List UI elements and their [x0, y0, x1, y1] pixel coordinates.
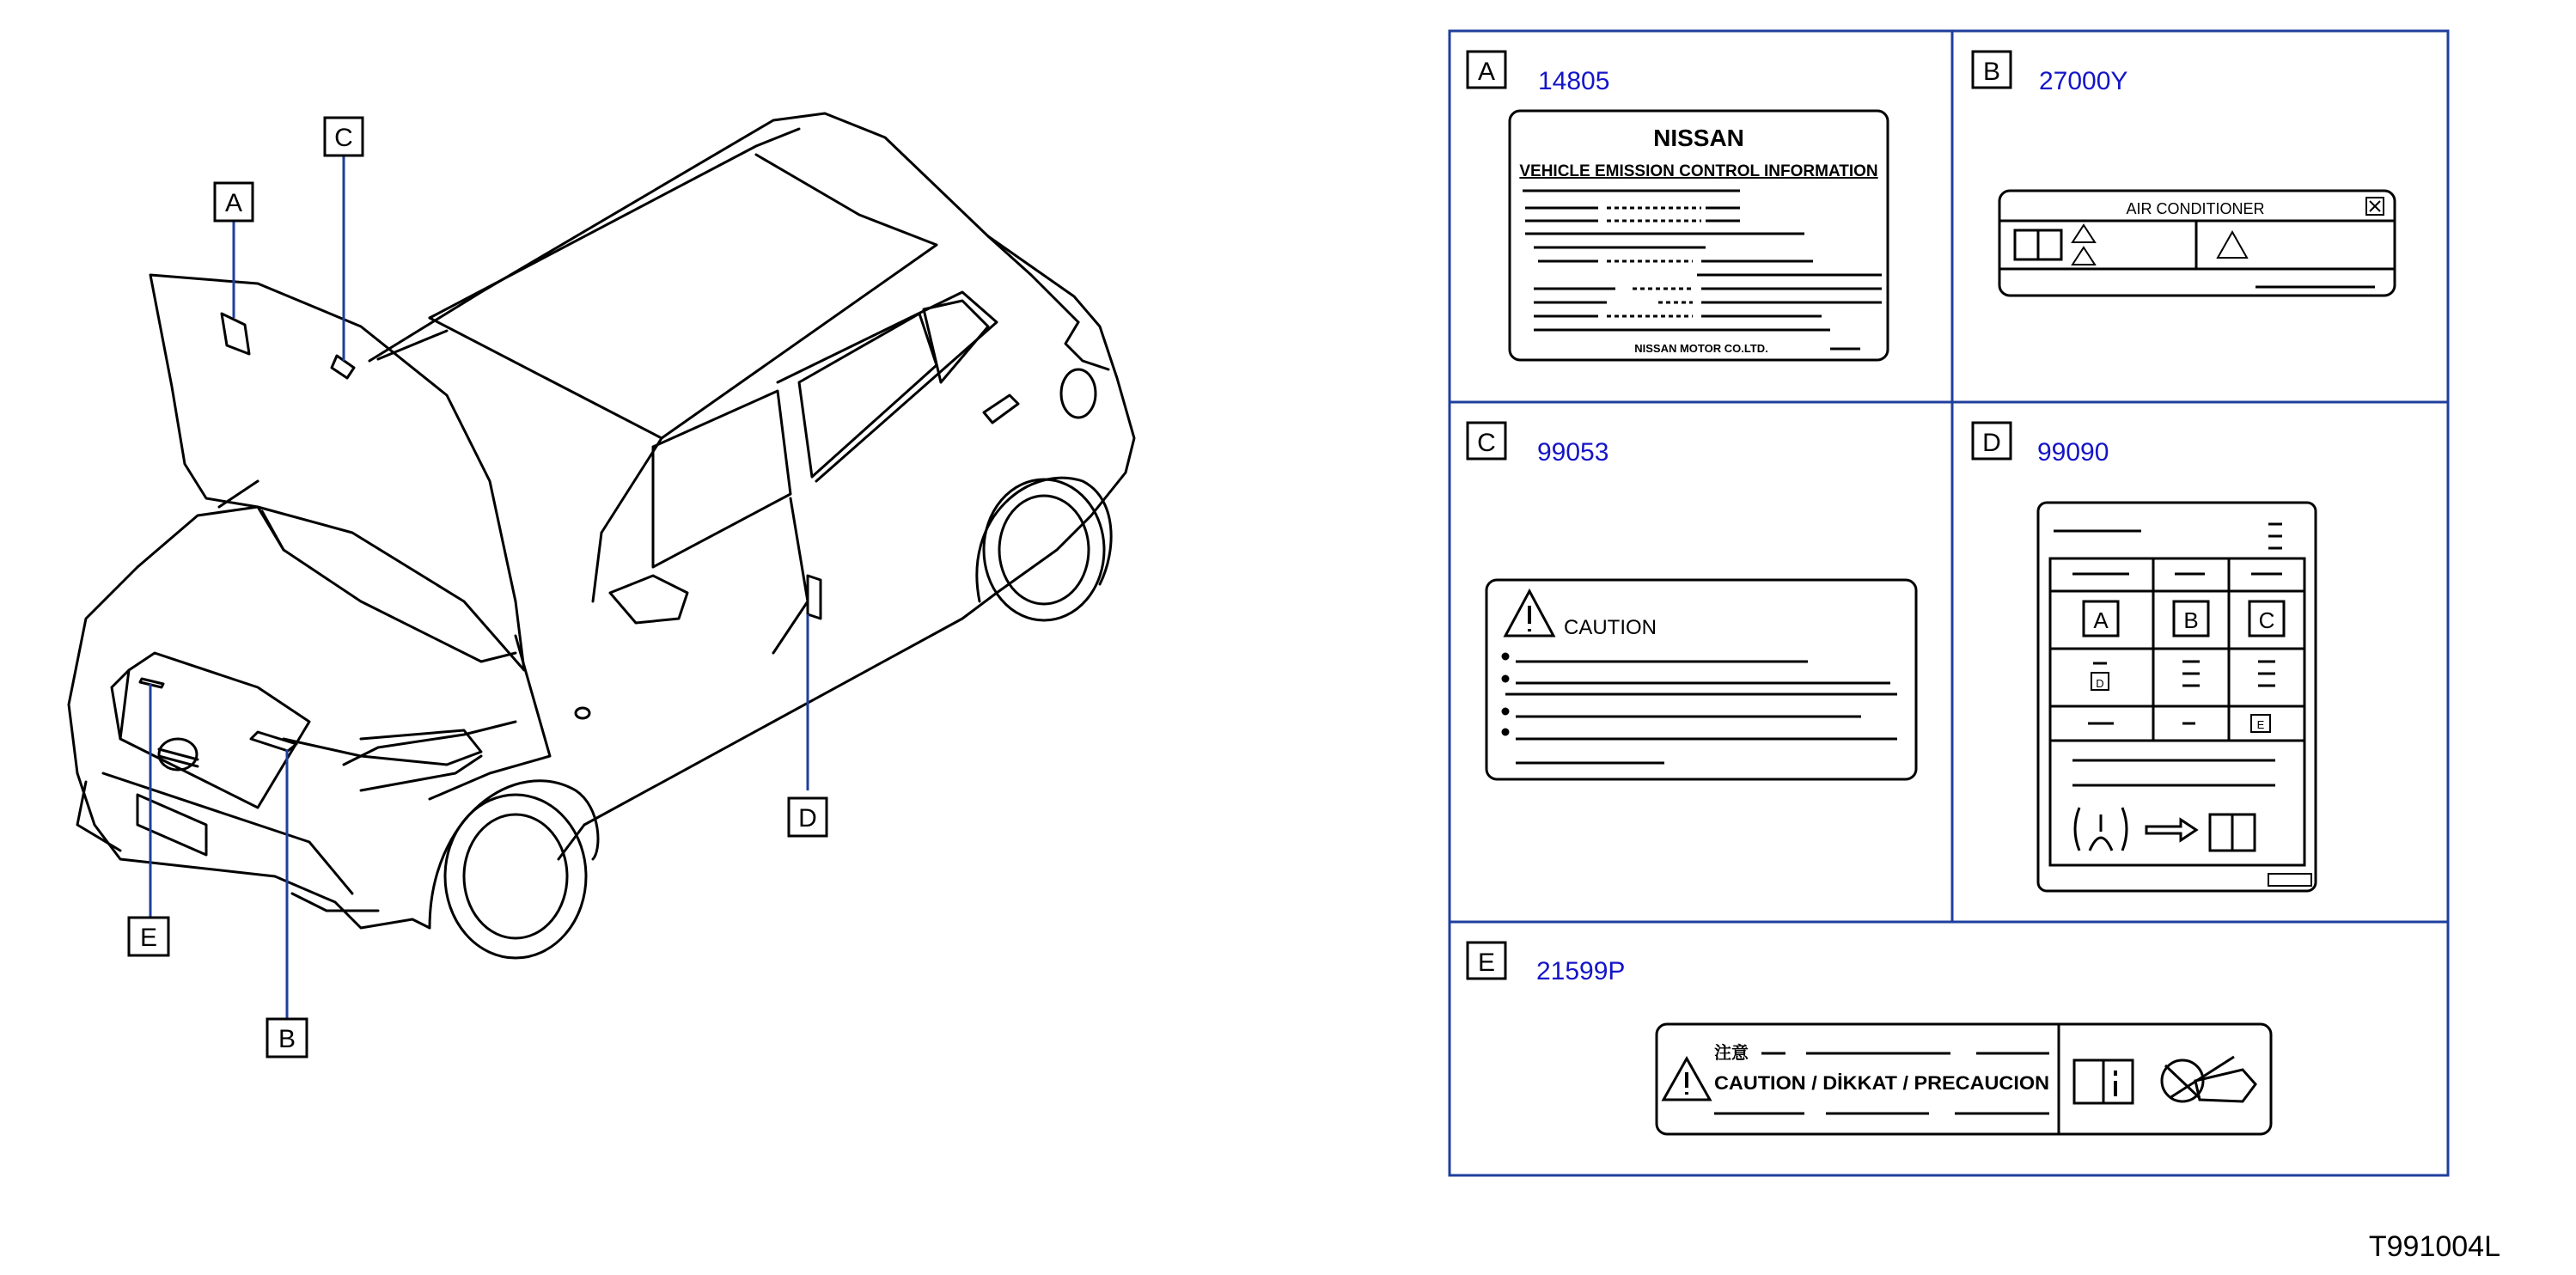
svg-text:D: D [1982, 429, 2001, 457]
tire-placard-illustration [2038, 503, 2316, 891]
part-number-d: 99090 [2037, 438, 2109, 467]
part-number-c: 99053 [1537, 438, 1609, 467]
svg-text:A: A [1477, 58, 1496, 86]
callout-a [215, 183, 253, 221]
part-number-a: 14805 [1538, 67, 1610, 95]
svg-text:E: E [139, 924, 158, 952]
callout-b [267, 1019, 307, 1057]
svg-text:A: A [2093, 607, 2109, 633]
svg-text:E: E [2256, 718, 2265, 731]
hood-caution-label-illustration [1657, 1024, 2271, 1134]
svg-text:注意: 注意 [1714, 1044, 1749, 1063]
svg-text:D: D [798, 804, 817, 833]
panel-d [1973, 423, 2316, 891]
svg-text:D: D [2096, 677, 2104, 690]
svg-text:E: E [1477, 949, 1496, 977]
emission-label-illustration [1510, 111, 1888, 360]
callout-d [789, 798, 827, 836]
svg-text:C: C [334, 124, 353, 152]
air-conditioner-label-illustration [1999, 191, 2395, 296]
panel-b [1973, 52, 2395, 296]
panel-e [1468, 943, 2271, 1134]
caution-label-illustration [1486, 580, 1916, 779]
svg-text:C: C [2258, 607, 2275, 633]
callout-e [129, 918, 168, 955]
callout-c [325, 118, 363, 156]
panel-a [1468, 52, 1888, 360]
part-number-b: 27000Y [2039, 67, 2128, 95]
panel-c [1468, 423, 1916, 779]
svg-text:B: B [2183, 607, 2199, 633]
svg-text:CAUTION: CAUTION [1564, 616, 1657, 639]
svg-text:B: B [278, 1025, 296, 1053]
vehicle-illustration [69, 113, 1134, 958]
svg-text:VEHICLE EMISSION CONTROL INFOR: VEHICLE EMISSION CONTROL INFORMATION [1519, 162, 1878, 180]
part-number-e: 21599P [1536, 957, 1626, 985]
svg-text:A: A [224, 189, 243, 217]
diagram-code: T991004L [2368, 1230, 2500, 1263]
svg-text:CAUTION / DİKKAT / PRECAUCION: CAUTION / DİKKAT / PRECAUCION [1714, 1072, 2049, 1094]
svg-text:AIR CONDITIONER: AIR CONDITIONER [2126, 200, 2265, 217]
svg-text:NISSAN: NISSAN [1653, 125, 1744, 151]
svg-text:NISSAN MOTOR CO.LTD.: NISSAN MOTOR CO.LTD. [1634, 342, 1768, 355]
svg-text:C: C [1477, 429, 1496, 457]
svg-text:B: B [1982, 58, 2001, 86]
